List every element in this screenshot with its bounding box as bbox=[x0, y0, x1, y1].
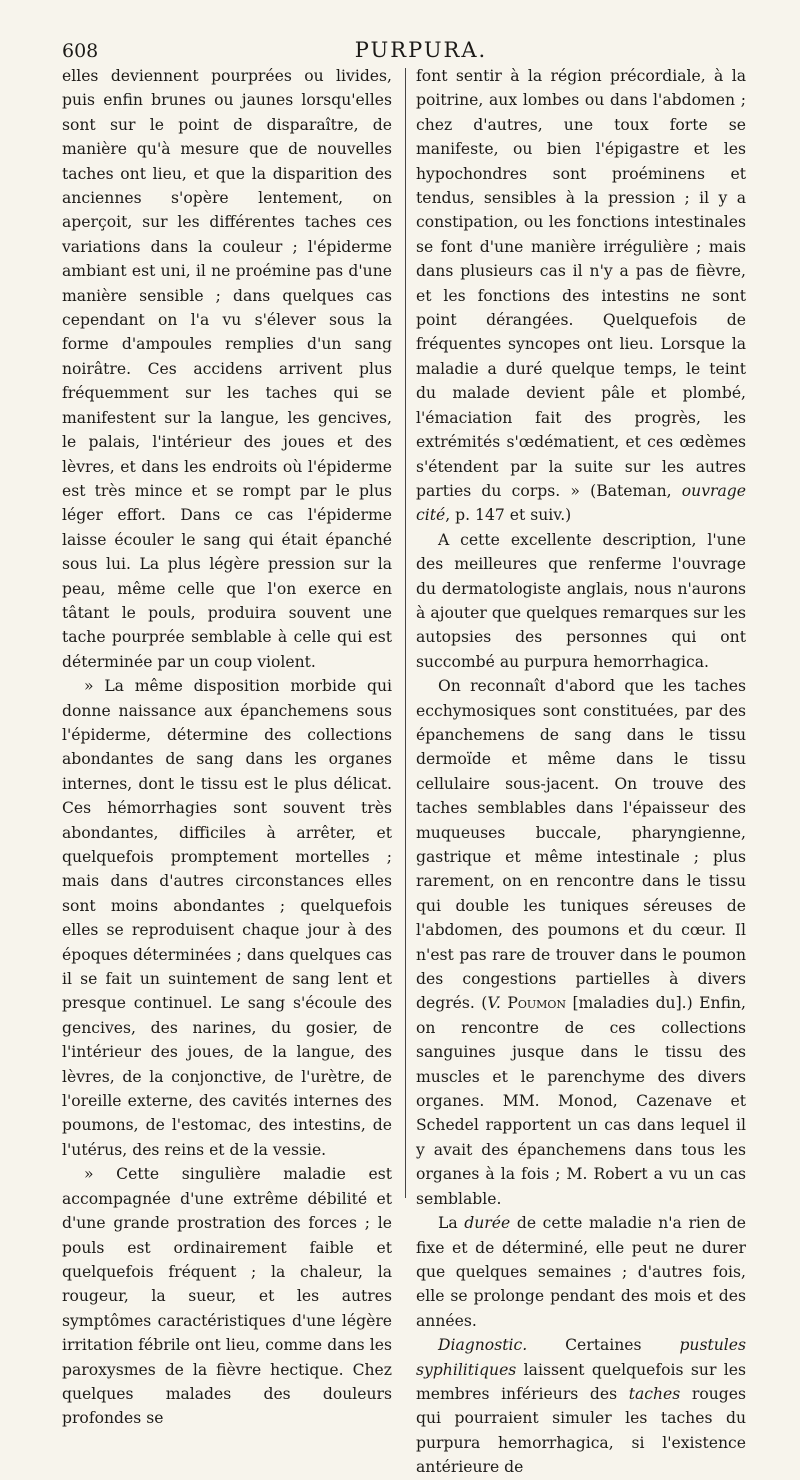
left-column bbox=[62, 64, 392, 1428]
page-number: 608 bbox=[62, 40, 99, 62]
right-p5-term1: pustules syphilitiques bbox=[416, 1336, 746, 1379]
right-p3-ref-word: Poumon bbox=[507, 994, 567, 1013]
right-p3-ref-v: V. bbox=[487, 994, 501, 1013]
right-p3-tail: [maladies du].) Enfin, on rencontre de ces collections sanguines jusque dans le tissu des muscles et le parenchyme des divers organes. MM. Monod, Cazenave et Schedel rapportent un cas dans lequel il y avait des épanchemens dans tous les organes à la fois ; M. Robert a vu un cas semblable. bbox=[416, 994, 746, 1208]
right-p3-text: On reconnaît d'abord que les taches ecchymosiques sont constituées, par des épanchemens de sang dans le tissu dermoïde et même dans le tissu cellulaire sous-jacent. On trouve des taches semblables dans l'épaisseur des muqueuses buccale, pharyngienne, gastrique et même intestinale ; plus rarement, on en rencontre dans le tissu qui double les tuniques séreuses de l'abdomen, des poumons et du cœur. Il n'est pas rare de trouver dans le poumon des congestions partielles à divers degrés. ( bbox=[416, 677, 746, 1013]
right-p1-tail: , p. 147 et suiv.) bbox=[445, 506, 572, 525]
right-column bbox=[416, 64, 746, 1477]
right-p5-b: laissent quelquefois sur les membres inférieurs des bbox=[416, 1360, 746, 1403]
right-p4-text: de cette maladie n'a rien de fixe et de déterminé, elle peut ne durer que quelques semaines ; d'autres fois, elle se prolonge pendant des mois et des années. bbox=[416, 1214, 746, 1330]
left-paragraph-2: » La même disposition morbide qui donne naissance aux épanchemens sous l'épiderme, détermine des collections abondantes de sang dans les organes internes, dont le tissu est le plus délicat. Ces hémorrhagies sont souvent très abondantes, difficiles à arrêter, et quelquefois promptement mortelles ; mais dans d'autres circonstances elles sont moins abondantes ; quelquefois elles se reproduisent chaque jour à des époques déterminées ; dans quelques cas il se fait un suintement de sang lent et presque continuel. Le sang s'écoule des gencives, des narines, du gosier, de l'intérieur des joues, de la langue, des lèvres, de la conjonctive, de l'urètre, de l'oreille externe, des cavités internes des poumons, de l'estomac, des intestins, de l'utérus, des reins et de la vessie. bbox=[62, 677, 392, 1159]
right-p5-heading: Diagnostic. bbox=[438, 1336, 528, 1355]
left-paragraph-1: elles deviennent pourprées ou livides, puis enfin brunes ou jaunes lorsqu'elles sont sur le point de disparaître, de manière qu'à mesure que de nouvelles taches ont lieu, et que la disparition des anciennes s'opère lentement, on aperçoit, sur les différentes taches ces variations dans la couleur ; l'épiderme ambiant est uni, il ne proémine pas d'une manière sensible ; dans quelques cas cependant on l'a vu s'élever sous la forme d'ampoules remplies d'un sang noirâtre. Ces accidens arrivent plus fréquemment sur les taches qui se manifestent sur la langue, les gencives, le palais, l'intérieur des joues et des lèvres, et dans les endroits où l'épiderme est très mince et se rompt par le plus léger effort. Dans ce cas l'épiderme laisse écouler le sang qui était épanché sous lui. La plus légère pression sur la peau, même celle que l'on exerce en tâtant le pouls, produira souvent une tache pourprée semblable à celle qui est déterminée par un coup violent. bbox=[62, 67, 392, 671]
left-paragraph-3: » Cette singulière maladie est accompagnée d'une extrême débilité et d'une grande prostration des forces ; le pouls est ordinairement faible et quelquefois fréquent ; la chaleur, la rougeur, la sueur, et les autres symptômes caractéristiques d'une légère irritation fébrile ont lieu, comme dans les paroxysmes de la fièvre hectique. Chez quelques malades des douleurs profondes se bbox=[62, 1165, 392, 1428]
right-p4-term: durée bbox=[464, 1214, 511, 1233]
running-title: PURPURA. bbox=[354, 38, 488, 62]
right-p5-term2: taches bbox=[628, 1384, 681, 1403]
page-header bbox=[62, 36, 780, 66]
right-p4-lead: La bbox=[438, 1214, 465, 1233]
right-paragraph-2: A cette excellente description, l'une des meilleures que renferme l'ouvrage du dermatologiste anglais, nous n'aurons à ajouter que quelques remarques sur les autopsies des personnes qui ont succombé au purpura hemorrhagica. bbox=[416, 530, 746, 671]
right-paragraph-5 bbox=[416, 1333, 746, 1479]
right-p1-text: font sentir à la région précordiale, à la poitrine, aux lombes ou dans l'abdomen ; chez d'autres, une toux forte se manifeste, ou bien l'épigastre et les hypochondres sont proéminens et tendus, sensibles à la pression ; il y a constipation, ou les fonctions intestinales se font d'une manière irrégulière ; mais dans plusieurs cas il n'y a pas de fièvre, et les fonctions des intestins ne sont point dérangées. Quelquefois de fréquentes syncopes ont lieu. Lorsque la maladie a duré quelque temps, le teint du malade devient pâle et plombé, l'émaciation fait des progrès, les extrémités s'œdématient, et ces œdèmes s'étendent par la suite sur les autres parties du corps. » (Bateman, bbox=[416, 67, 746, 500]
right-paragraph-4 bbox=[416, 1211, 746, 1333]
right-paragraph-3 bbox=[416, 674, 746, 1211]
text-columns bbox=[62, 64, 746, 1477]
right-p5-a: Certaines bbox=[527, 1336, 680, 1355]
column-divider bbox=[405, 68, 406, 1198]
right-paragraph-1 bbox=[416, 64, 746, 528]
right-p1-citation: ouvrage cité bbox=[416, 481, 746, 525]
right-p5-c: rouges qui pourraient simuler les taches du purpura hemorrhagica, si l'existence antérieure de bbox=[416, 1384, 746, 1477]
